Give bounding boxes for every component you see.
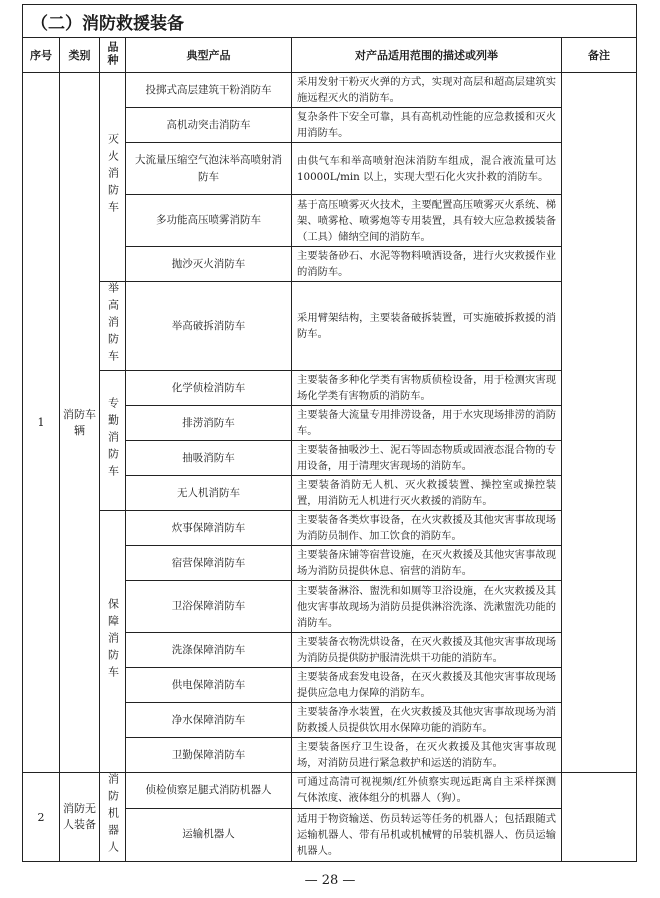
- header-no: 序号: [23, 38, 60, 73]
- desc-cell: 复杂条件下安全可靠，具有高机动性能的应急救援和灭火用消防车。: [292, 108, 562, 143]
- product-cell: 卫勤保障消防车: [126, 738, 292, 773]
- header-note: 备注: [562, 38, 637, 73]
- product-cell: 抽吸消防车: [126, 441, 292, 476]
- desc-cell: 采用臂架结构，主要装备破拆装置，可实施破拆救援的消防车。: [292, 282, 562, 371]
- kind-cell: [100, 773, 126, 862]
- desc-cell: 主要装备医疗卫生设备，在灭火救援及其他灾害事故现场，对消防员进行紧急救护和运送的消防车。: [292, 738, 562, 773]
- product-cell: 多功能高压喷雾消防车: [126, 195, 292, 247]
- note-cell: [562, 773, 637, 862]
- table-row: [23, 511, 637, 546]
- category-cell: 消防车辆: [60, 73, 100, 773]
- kind-cell: [100, 511, 126, 773]
- desc-cell: 主要装备净水装置，在火灾救援及其他灾害事故现场为消防救援人员提供饮用水保障功能的消防车。: [292, 703, 562, 738]
- desc-cell: 由供气车和举高喷射泡沫消防车组成，混合液流量可达 10000L/min 以上，实现大型石化火灾扑救的消防车。: [292, 143, 562, 195]
- desc-cell: 主要装备各类炊事设备，在火灾救援及其他灾害事故现场为消防员制作、加工饮食的消防车。: [292, 511, 562, 546]
- row-number: 2: [23, 773, 60, 862]
- desc-cell: 采用发射干粉灭火弹的方式，实现对高层和超高层建筑实施远程灭火的消防车。: [292, 73, 562, 108]
- category-cell: 消防无人装备: [60, 773, 100, 862]
- row-number: 1: [23, 73, 60, 773]
- product-cell: 洗涤保障消防车: [126, 633, 292, 668]
- product-cell: 净水保障消防车: [126, 703, 292, 738]
- product-cell: 大流量压缩空气泡沫举高喷射消防车: [126, 143, 292, 195]
- desc-cell: 适用于物资输送、伤员转运等任务的机器人；包括跟随式运输机器人、带有吊机或机械臂的吊装机器人、伤员运输机器人。: [292, 808, 562, 861]
- equipment-table: [22, 4, 637, 862]
- kind-cell: [100, 282, 126, 371]
- kind-text: 保障消防车: [106, 597, 120, 683]
- header-category: 类别: [60, 38, 100, 73]
- header-kind: [100, 38, 126, 73]
- kind-text: 灭火消防车: [106, 133, 120, 218]
- product-cell: 宿营保障消防车: [126, 546, 292, 581]
- product-cell: 运输机器人: [126, 808, 292, 861]
- desc-cell: 基于高压喷雾灭火技术，主要配置高压喷雾灭火系统、梯架、喷雾枪、喷雾炮等专用装置，具有较大应急救援装备（工具）储纳空间的消防车。: [292, 195, 562, 247]
- desc-cell: 主要装备抽吸沙土、泥石等固态物质或固液态混合物的专用设备，用于清理灾害现场的消防车。: [292, 441, 562, 476]
- desc-cell: 主要装备衣物洗烘设备，在灭火救援及其他灾害事故现场为消防员提供防护服清洗烘干功能的消防车。: [292, 633, 562, 668]
- kind-text: 举高消防车: [106, 282, 120, 367]
- header-row: [23, 38, 637, 73]
- note-cell: [562, 73, 637, 773]
- desc-cell: 主要装备多种化学类有害物质侦检设备，用于检测灾害现场化学类有害物质的消防车。: [292, 371, 562, 406]
- product-cell: 卫浴保障消防车: [126, 581, 292, 633]
- kind-text: 专勤消防车: [106, 396, 120, 482]
- table-row: [23, 282, 637, 371]
- page-number: — 28 —: [304, 873, 356, 888]
- product-cell: 供电保障消防车: [126, 668, 292, 703]
- product-cell: 炊事保障消防车: [126, 511, 292, 546]
- product-cell: 排涝消防车: [126, 406, 292, 441]
- kind-cell: [100, 73, 126, 282]
- desc-cell: 主要装备床铺等宿营设施，在灭火救援及其他灾害事故现场为消防员提供休息、宿营的消防车。: [292, 546, 562, 581]
- document-page: [22, 4, 636, 862]
- table-row: [23, 371, 637, 406]
- header-product: 典型产品: [126, 38, 292, 73]
- product-cell: 无人机消防车: [126, 476, 292, 511]
- header-kind-text: 品种: [106, 41, 119, 67]
- product-cell: 投掷式高层建筑干粉消防车: [126, 73, 292, 108]
- product-cell: 高机动突击消防车: [126, 108, 292, 143]
- desc-cell: 可通过高清可视视频/红外侦察实现远距离自主采样探测气体浓度、液体组分的机器人（狗）。: [292, 773, 562, 809]
- product-cell: 抛沙灭火消防车: [126, 247, 292, 282]
- header-desc: 对产品适用范围的描述或列举: [292, 38, 562, 73]
- table-row: [23, 773, 637, 809]
- desc-cell: 主要装备淋浴、盥洗和如厕等卫浴设施，在火灾救援及其他灾害事故现场为消防员提供淋浴洗涤、洗漱盥洗功能的消防车。: [292, 581, 562, 633]
- desc-cell: 主要装备成套发电设备，在灭火救援及其他灾害事故现场提供应急电力保障的消防车。: [292, 668, 562, 703]
- desc-cell: 主要装备大流量专用排涝设备，用于水灾现场排涝的消防车。: [292, 406, 562, 441]
- product-cell: 化学侦检消防车: [126, 371, 292, 406]
- product-cell: 侦检侦察足腿式消防机器人: [126, 773, 292, 809]
- kind-text: 消防机器人: [106, 773, 120, 858]
- desc-cell: 主要装备消防无人机、灭火救援装置、操控室或操控装置，用消防无人机进行灭火救援的消防车。: [292, 476, 562, 511]
- table-row: [23, 73, 637, 108]
- product-cell: 举高破拆消防车: [126, 282, 292, 371]
- kind-cell: [100, 371, 126, 511]
- desc-cell: 主要装备砂石、水泥等物料喷洒设备，进行火灾救援作业的消防车。: [292, 247, 562, 282]
- section-title: （二）消防救援装备: [23, 5, 637, 38]
